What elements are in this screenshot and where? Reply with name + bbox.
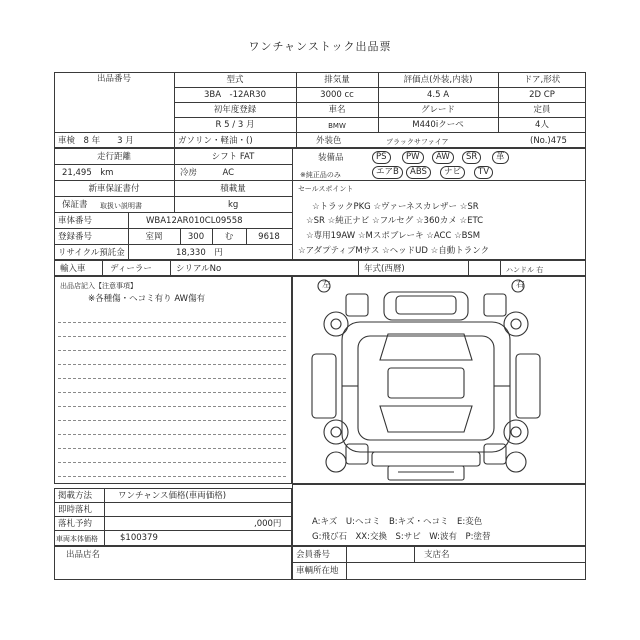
recycle-label: リサイクル預託金	[58, 248, 125, 258]
load-capacity-label: 積載量	[220, 184, 246, 194]
legend-line-1: A:キズ U:ヘコミ B:キズ・ヘコミ E:変色	[312, 517, 483, 527]
notes-rule	[58, 448, 286, 449]
model-label: 型式	[226, 75, 244, 85]
car-damage-diagram	[292, 276, 586, 546]
right-side-mark: 右	[516, 280, 525, 290]
sales-point-label: セールスポイント	[298, 185, 354, 193]
fuel-value: ガソリン・軽油・()	[178, 136, 253, 146]
first-registration-value: R 5 / 3 月	[215, 120, 255, 130]
notes-rule	[58, 322, 286, 323]
color-number: (No.)475	[530, 136, 567, 146]
equipment-item: PS	[372, 151, 391, 164]
displacement-label: 排気量	[324, 75, 350, 85]
color-label: 外装色	[316, 136, 342, 146]
shift-label: シフト FAT	[211, 152, 255, 162]
mileage-value: 21,495 km	[62, 168, 114, 178]
inspection-value: 車検 8 年 3 月	[58, 136, 134, 146]
dealer-label: ディーラー	[110, 264, 152, 274]
vehicle-price-value: $100379	[120, 533, 158, 543]
mileage-label: 走行距離	[96, 152, 131, 162]
notes-rule	[58, 392, 286, 393]
store-name-label: 出品店名	[66, 550, 101, 560]
grade-score-label: 評価点(外装,内装)	[403, 75, 473, 85]
member-number-label: 会員番号	[296, 550, 331, 560]
registration-label: 登録番号	[58, 232, 93, 242]
notes-rule	[58, 434, 286, 435]
model-year-label: 年式(西暦)	[364, 264, 405, 274]
equipment-item: PW	[402, 151, 424, 164]
doors-label: ドア,形状	[523, 75, 561, 85]
maker-label: 車名	[328, 105, 346, 115]
listing-method-value: ワンチャンス価格(車両価格)	[118, 491, 227, 501]
equipment-item: TV	[474, 166, 493, 179]
sales-point-line: ☆SR ☆純正ナビ ☆フルセグ ☆360カメ ☆ETC	[306, 216, 484, 226]
branch-name-label: 支店名	[424, 550, 450, 560]
sheet-title: ワンチャンストック出品票	[248, 40, 392, 53]
model-value: 3BA -12AR30	[204, 90, 266, 100]
notes-rule	[58, 406, 286, 407]
grade-value: M440iクーペ	[412, 120, 464, 130]
import-car-label: 輸入車	[60, 264, 86, 274]
notes-rule	[58, 364, 286, 365]
notes-header: 出品店記入【注意事項】	[60, 282, 137, 290]
equipment-item: SR	[462, 151, 481, 164]
instant-bid-label: 即時落札	[58, 505, 93, 515]
notes-line: ※各種傷・ヘコミ有り AW傷有	[88, 294, 206, 304]
manual-label: 取扱い説明書	[100, 202, 142, 210]
serial-label: シリアルNo	[176, 264, 222, 274]
notes-panel	[54, 276, 292, 484]
registration-class: 300	[187, 232, 205, 242]
notes-rule	[58, 336, 286, 337]
capacity-value: 4人	[535, 120, 549, 130]
sales-point-line: ☆専用19AW ☆Mスポブレーキ ☆ACC ☆BSM	[306, 231, 481, 241]
notes-rule	[58, 350, 286, 351]
new-car-warranty: 新車保証書付	[88, 184, 140, 194]
listing-method-label: 掲載方法	[58, 491, 93, 501]
left-side-mark: 左	[322, 280, 331, 290]
equipment-item: ナビ	[440, 166, 465, 179]
notes-rule	[58, 420, 286, 421]
grade-score-value: 4.5 A	[426, 90, 450, 100]
chassis-label: 車体番号	[58, 216, 93, 226]
grade-label: グレード	[420, 105, 455, 115]
air-conditioner-value: 冷房 AC	[180, 168, 235, 178]
registration-kana: む	[224, 232, 234, 242]
notes-rule	[58, 462, 286, 463]
load-capacity-unit: kg	[228, 200, 239, 210]
maker-value: BMW	[328, 122, 346, 130]
equipment-item: ABS	[406, 166, 431, 179]
equipment-item: AW	[432, 151, 454, 164]
chassis-value: WBA12AR010CL09558	[146, 216, 243, 226]
vehicle-location-label: 車輌所在地	[296, 566, 339, 576]
legend-line-2: G:飛び石 XX:交換 S:サビ W:波有 P:塗替	[312, 532, 491, 542]
registration-area: 室岡	[145, 232, 163, 242]
notes-rule	[58, 476, 286, 477]
equipment-item: 革	[492, 151, 509, 164]
equipment-genuine-note: ※純正品のみ	[300, 171, 341, 179]
first-registration-label: 初年度登録	[213, 105, 257, 115]
recycle-value: 18,330 円	[176, 248, 223, 258]
price-unit: ,000円	[254, 519, 282, 529]
color-value: ブラックサファイア	[386, 138, 449, 146]
vehicle-price-label: 車両本体価格	[56, 535, 98, 543]
registration-number: 9618	[258, 232, 280, 242]
equipment-label: 装備品	[318, 153, 344, 163]
warranty-label: 保証書	[62, 200, 88, 210]
doors-value: 2D CP	[529, 90, 555, 100]
sales-point-line: ☆アダプティブMサス ☆ヘッドUD ☆自動トランク	[298, 246, 490, 256]
capacity-label: 定員	[533, 105, 551, 115]
notes-rule	[58, 378, 286, 379]
equipment-item: エアB	[372, 166, 403, 179]
steering-side: ハンドル 右	[506, 266, 544, 274]
reserved-bid-label: 落札予約	[58, 519, 93, 529]
sales-point-line: ☆トラックPKG ☆ヴァーネスカレザー ☆SR	[312, 202, 479, 212]
lot-number-label: 出品番号	[96, 74, 131, 84]
displacement-value: 3000 cc	[320, 90, 354, 100]
